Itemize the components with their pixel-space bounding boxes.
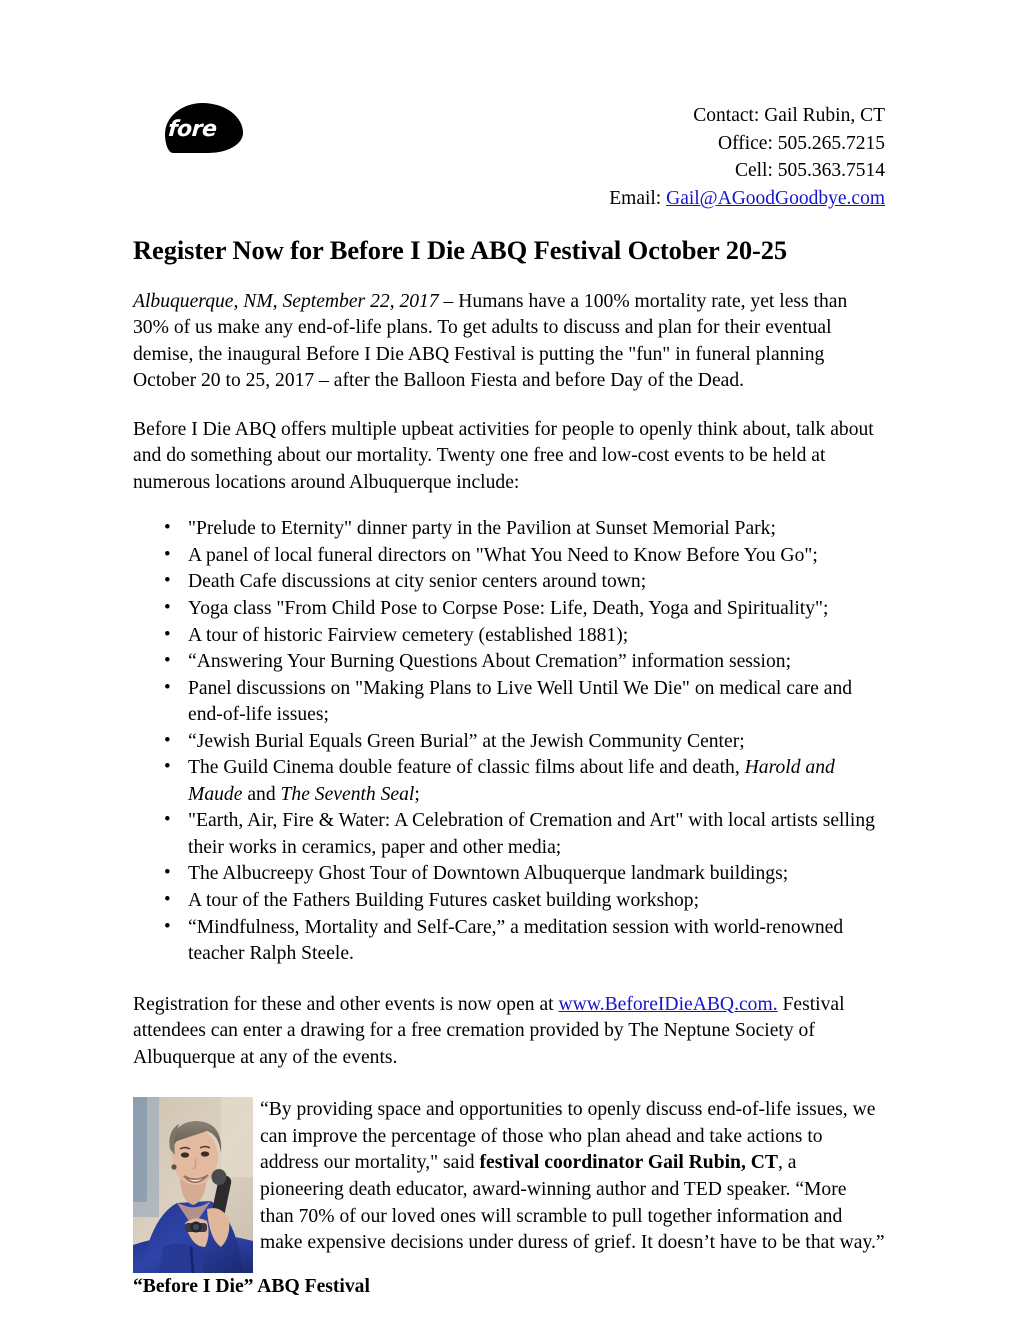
list-item-text-end: ; <box>414 783 420 805</box>
contact-cell-line: Cell: 505.363.7514 <box>734 160 885 182</box>
list-item-text: Panel discussions on "Making Plans to Live Well Until We Die" on medical care and end-of-life issues; <box>188 677 853 726</box>
registration-paragraph <box>133 992 885 1072</box>
list-item-text: "Earth, Air, Fire & Water: A Celebration of Cremation and Art" with local artists selling their works in ceramics, paper and other media; <box>188 810 875 858</box>
list-item-text: “Answering Your Burning Questions About Cremation” information session; <box>188 651 792 673</box>
list-item <box>133 888 885 915</box>
list-item-text: “Jewish Burial Equals Green Burial” at the Jewish Community Center; <box>188 730 745 752</box>
list-item-text: A tour of the Fathers Building Futures casket building workshop; <box>188 890 700 912</box>
list-item <box>133 808 885 861</box>
overview-paragraph: Before I Die ABQ offers multiple upbeat activities for people to openly think about, talk about and do something about our mortality. Twenty one free and low-cost events to be held at numerous locations around Albuquerque include: <box>133 418 874 493</box>
portrait-photo <box>133 1097 253 1273</box>
intro-paragraph-text: – Humans have a 100% mortality rate, yet less than 30% of us make any end-of-life plans. To get adults to discuss and plan for their eventual demise, the inaugural Before I Die ABQ Festival is putting the "fun" in funeral planning October 20 to 25, 2017 – after the Balloon Fiesta and before Day of the Dead. <box>133 290 848 392</box>
list-item-text: The Albucreepy Ghost Tour of Downtown Albuquerque landmark buildings; <box>188 863 789 885</box>
document-content <box>133 100 885 1301</box>
list-item <box>133 569 885 596</box>
list-item-text: A tour of historic Fairview cemetery (established 1881); <box>188 624 629 646</box>
intro-paragraph <box>133 289 885 395</box>
list-item <box>133 596 885 623</box>
dateline: Albuquerque, NM, September 22, 2017 <box>133 290 439 312</box>
contact-email-line <box>609 185 885 213</box>
logo-wordmark: fore <box>167 117 218 142</box>
list-item-text: The Guild Cinema double feature of classic films about life and death, <box>188 757 745 779</box>
page-title: Register Now for Before I Die ABQ Festival October 20-25 <box>133 234 788 265</box>
list-item <box>133 623 885 650</box>
list-item <box>133 516 885 543</box>
registration-text-post: Festival attendees can enter a drawing for a free cremation provided by The Neptune Society of Albuquerque at any of the events. <box>133 993 845 1068</box>
film-title-two: The Seventh Seal <box>280 783 415 805</box>
quote-text-part-two: , a pioneering death educator, award-winning author and TED speaker. “More than 70% of our loved ones will scramble to pull together information and make expensive decisions under duress of grief. It doesn’t have to be that way.” <box>260 1152 885 1254</box>
contact-name-line: Contact: Gail Rubin, CT <box>693 105 885 126</box>
document-header <box>133 100 885 213</box>
events-list <box>133 516 885 967</box>
list-item-text: A panel of local funeral directors on "What You Need to Know Before You Go"; <box>188 544 818 566</box>
email-link[interactable]: Gail@AGoodGoodbye.com <box>666 188 885 210</box>
registration-text-pre: Registration for these and other events is now open at <box>133 993 559 1015</box>
email-label: Email: <box>609 188 667 210</box>
contact-block <box>609 100 885 213</box>
list-item <box>133 649 885 676</box>
contact-office-line: Office: 505.265.7215 <box>718 132 885 154</box>
festival-website-link[interactable]: www.BeforeIDieABQ.com. <box>558 993 778 1015</box>
festival-caption: “Before I Die” ABQ Festival <box>133 1276 370 1298</box>
list-item-text-mid: and <box>242 783 281 805</box>
quote-text-part-one: “By providing space and opportunities to openly discuss end-of-life issues, we can improve the percentage of those who plan ahead and take actions to address our mortality," said <box>260 1099 876 1174</box>
list-item <box>133 861 885 888</box>
quote-block <box>133 1097 885 1273</box>
list-item <box>133 755 885 808</box>
list-item-text: Yoga class "From Child Pose to Corpse Pose: Life, Death, Yoga and Spirituality"; <box>188 598 829 620</box>
list-item <box>133 729 885 756</box>
logo <box>165 100 285 160</box>
list-item <box>133 543 885 570</box>
film-title-one: Harold and Maude <box>188 757 835 805</box>
portrait-photo-image <box>133 1097 253 1273</box>
quote-text <box>260 1097 885 1256</box>
quote-attribution: festival coordinator Gail Rubin, CT <box>479 1152 778 1174</box>
list-item-text: “Mindfulness, Mortality and Self-Care,” a meditation session with world-renowned teacher Ralph Steele. <box>188 916 844 965</box>
list-item-text: "Prelude to Eternity" dinner party in the Pavilion at Sunset Memorial Park; <box>188 518 776 540</box>
list-item <box>133 915 885 968</box>
list-item-text: Death Cafe discussions at city senior centers around town; <box>188 571 647 593</box>
list-item <box>133 676 885 729</box>
